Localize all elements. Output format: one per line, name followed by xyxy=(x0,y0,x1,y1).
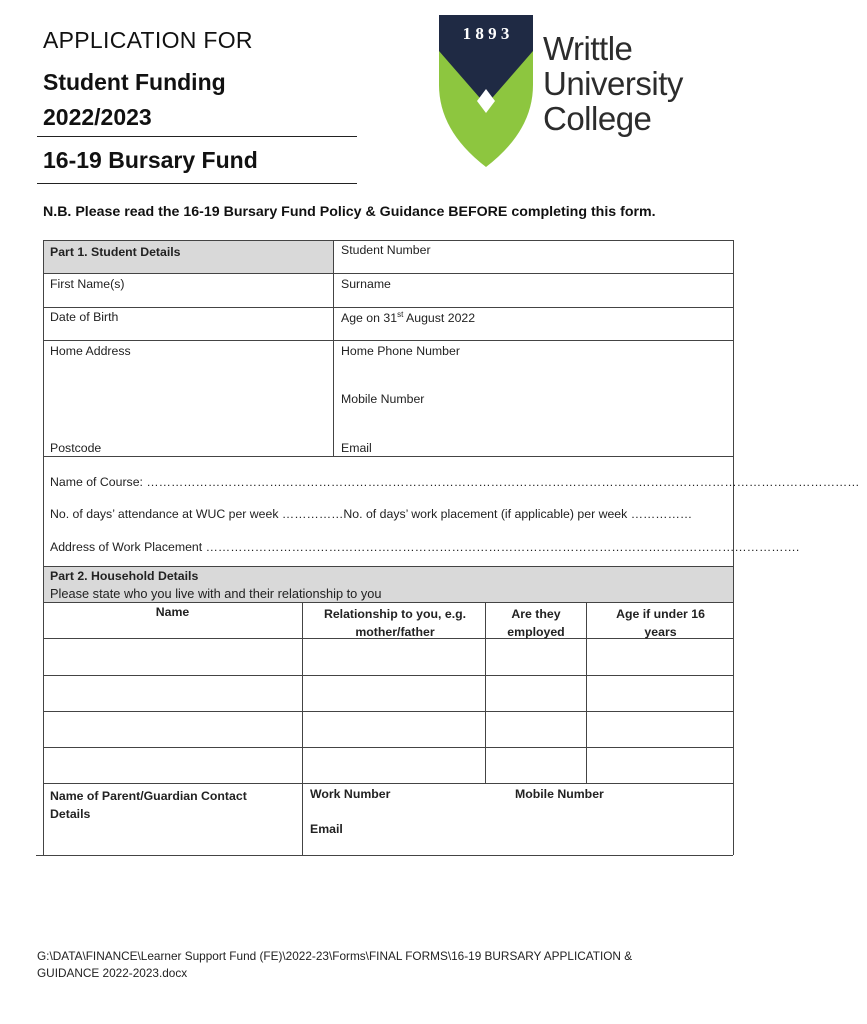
logo-name-line1: Writtle xyxy=(543,30,633,67)
email-field[interactable]: Email xyxy=(341,441,372,455)
work-placement-address-field[interactable]: Address of Work Placement ………………………………………………………………………………………………………………………………. xyxy=(50,540,800,554)
logo-name-line3: College xyxy=(543,100,652,137)
part1-heading: Part 1. Student Details xyxy=(50,245,181,259)
postcode-field[interactable]: Postcode xyxy=(50,441,102,455)
shield-icon xyxy=(437,13,537,171)
col-header-age: Age if under 16 years xyxy=(616,607,705,639)
household-row-3-name-input[interactable] xyxy=(44,712,302,746)
household-row-4-name-input[interactable] xyxy=(44,748,302,782)
first-names-field[interactable]: First Name(s) xyxy=(50,277,125,291)
surname-field[interactable]: Surname xyxy=(341,277,391,291)
footer-file-path xyxy=(37,948,727,982)
logo-wordmark xyxy=(543,31,683,136)
application-form xyxy=(43,240,860,855)
guardian-contact-label: Name of Parent/Guardian Contact Details xyxy=(50,789,247,821)
title-application-for: APPLICATION FOR xyxy=(43,27,253,53)
logo-name-line2: University xyxy=(543,65,683,102)
title-year: 2022/2023 xyxy=(43,104,152,130)
age-field[interactable] xyxy=(334,308,482,327)
home-address-field[interactable]: Home Address xyxy=(50,344,131,358)
writtle-university-college-logo xyxy=(437,13,687,173)
guardian-mobile-field[interactable]: Mobile Number xyxy=(515,787,604,801)
title-rule-bottom xyxy=(37,183,357,184)
age-label-suffix: August 2022 xyxy=(403,311,476,326)
mobile-number-field[interactable]: Mobile Number xyxy=(341,392,425,406)
title-rule-top xyxy=(37,136,357,137)
household-row-2-name-input[interactable] xyxy=(44,676,302,710)
household-row-1-name-input[interactable] xyxy=(44,639,302,674)
title-student-funding: Student Funding xyxy=(43,69,226,95)
work-number-field[interactable]: Work Number xyxy=(310,787,391,801)
logo-year: 1 8 9 3 xyxy=(462,24,510,43)
attendance-field[interactable]: No. of days’ attendance at WUC per week ……………No. of days’ work placement (if applicable) per week …………… xyxy=(50,507,693,521)
footer-line1: G:\DATA\FINANCE\Learner Support Fund (FE)\2022-23\Forms\FINAL FORMS\16-19 BURSARY APPLICATION & xyxy=(37,949,633,963)
age-label-prefix: Age on 31 xyxy=(341,311,398,326)
age-label-sup: st xyxy=(397,310,404,319)
title-bursary-fund: 16-19 Bursary Fund xyxy=(43,147,258,173)
footer-line2: GUIDANCE 2022-2023.docx xyxy=(37,966,188,980)
guardian-email-field[interactable]: Email xyxy=(310,822,343,836)
col-header-employed: Are they employed xyxy=(507,607,565,639)
col-header-relationship: Relationship to you, e.g. mother/father xyxy=(323,607,467,639)
home-phone-field[interactable]: Home Phone Number xyxy=(341,344,460,358)
col-header-name: Name xyxy=(155,605,190,619)
course-field[interactable]: Name of Course: ………………………………………………………………………………………………………………………………………………………… xyxy=(50,475,860,489)
part2-subheading: Please state who you live with and their relationship to you xyxy=(50,586,382,601)
student-number-field[interactable]: Student Number xyxy=(341,243,431,257)
dob-field[interactable]: Date of Birth xyxy=(50,310,119,324)
part2-heading: Part 2. Household Details xyxy=(50,569,199,583)
notice-text: N.B. Please read the 16-19 Bursary Fund Policy & Guidance BEFORE completing this form. xyxy=(43,204,656,220)
